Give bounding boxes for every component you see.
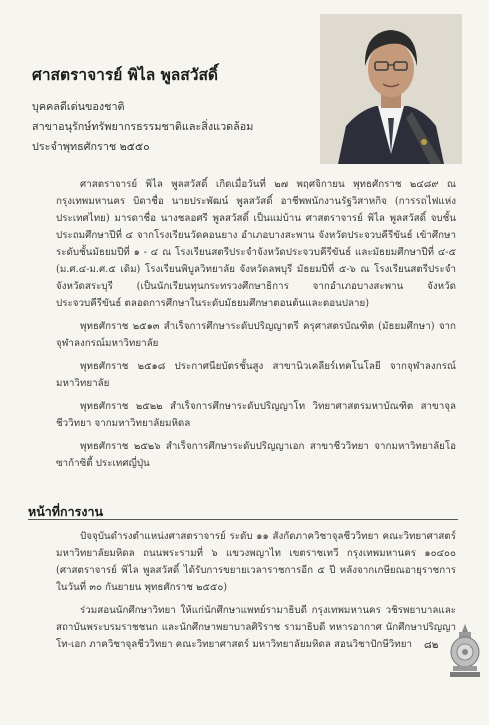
biography-section — [56, 176, 456, 478]
portrait-illustration — [320, 14, 462, 164]
duties-teaching: ร่วมสอนนักศึกษาวิทยา ให้แก่นักศึกษาแพทย์รามาธิบดี กรุงเทพมหานคร วชิรพยาบาลและสถาบันพระบรมราชชนก และนักศึกษาพยาบาลศิริราช รามาธิบดี ทหารอากาศ นักศึกษาปริญญาโท-เอก ภาควิชาจุลชีววิทยา คณะวิทยาศาสตร์ มหาวิทยาลัยมหิดล สอนวิชาปักษีวิทยา — [56, 605, 456, 650]
duties-section — [56, 528, 456, 659]
biography-paragraph: ศาสตราจารย์ พิไล พูลสวัสดิ์ เกิดเมื่อวันที่ ๒๗ พฤศจิกายน พุทธศักราช ๒๔๘๙ ณ กรุงเทพมหานคร บิดาชื่อ นายประพัฒน์ พูลสวัสดิ์ อาชีพพนักงานรัฐวิสาหกิจ (การรถไฟแห่งประเทศไทย) มารดาชื่อ นางชลอศรี พูลสวัสดิ์ เป็นแม่บ้าน ศาสตราจารย์ พิไล พูลสวัสดิ์ จบชั้นประถมศึกษาปีที่ ๔ จากโรงเรียนวัดคอนยาง อำเภอบางสะพาน จังหวัดประจวบคีรีขันธ์ เข้าศึกษาระดับชั้นมัธยมปีที่ ๑ - ๔ ณ โรงเรียนสตรีประจำจังหวัดประจวบคีรีขันธ์ และมัธยมศึกษาปีที่ ๔-๕ (ม.ศ.๔-ม.ศ.๕ เดิม) โรงเรียนพิบูลวิทยาลัย จังหวัดลพบุรี มัธยมปีที่ ๕-๖ ณ โรงเรียนสตรีประจำจังหวัดสระบุรี (เป็นนักเรียนทุนกระทรวงศึกษาธิการ จากอำเภอบางสะพาน จังหวัดประจวบคีรีขันธ์ ตลอดการศึกษาในระดับมัธยมศึกษาตอนต้นและตอนปลาย) — [56, 179, 456, 309]
award-title: บุคคลดีเด่นของชาติ — [32, 100, 125, 113]
profile-name: ศาสตราจารย์ พิไล พูลสวัสดิ์ — [32, 66, 218, 84]
page-number: ๘๒ — [424, 640, 439, 651]
education-doctorate: พุทธศักราช ๒๕๒๖ สำเร็จการศึกษาระดับปริญญาเอก สาขาชีววิทยา จากมหาวิทยาลัยโอซาก้าซิตี้ ประเทศญี่ปุ่น — [56, 441, 456, 469]
education-master: พุทธศักราช ๒๕๒๒ สำเร็จการศึกษาระดับปริญญาโท วิทยาศาสตรมหาบัณฑิต สาขาจุลชีววิทยา จากมหาวิทยาลัยมหิดล — [56, 401, 456, 429]
royal-emblem-icon — [447, 622, 483, 680]
duties-current-position: ปัจจุบันดำรงตำแหน่งศาสตราจารย์ ระดับ ๑๑ สังกัดภาควิชาจุลชีววิทยา คณะวิทยาศาสตร์ มหาวิทยาลัยมหิดล ถนนพระรามที่ ๖ แขวงพญาไท เขตราชเทวี กรุงเทพมหานคร ๑๐๔๐๐ (ศาสตราจารย์ พิไล พูลสวัสดิ์ ได้รับการขยายเวลาราชการอีก ๕ ปี หลังจากเกษียณอายุราชการในวันที่ ๓๐ กันยายน พุทธศักราช ๒๕๕๐) — [56, 531, 456, 593]
education-diploma: พุทธศักราช ๒๕๑๘ ประกาศนียบัตรชั้นสูง สาขานิวเคลียร์เทคโนโลยี จากจุฬาลงกรณ์มหาวิทยาลัย — [56, 361, 456, 389]
duties-heading: หน้าที่การงาน — [28, 504, 104, 519]
education-bachelor: พุทธศักราช ๒๕๑๓ สำเร็จการศึกษาระดับปริญญาตรี ครุศาสตรบัณฑิต (มัธยมศึกษา) จากจุฬาลงกรณ์มหาวิทยาลัย — [56, 321, 456, 349]
profile-header — [28, 62, 318, 157]
section-divider — [28, 519, 458, 520]
award-field: สาขาอนุรักษ์ทรัพยากรธรรมชาติและสิ่งแวดล้อม — [32, 120, 254, 133]
award-year: ประจำพุทธศักราช ๒๕๕๐ — [32, 140, 150, 153]
portrait-photo — [320, 14, 462, 164]
